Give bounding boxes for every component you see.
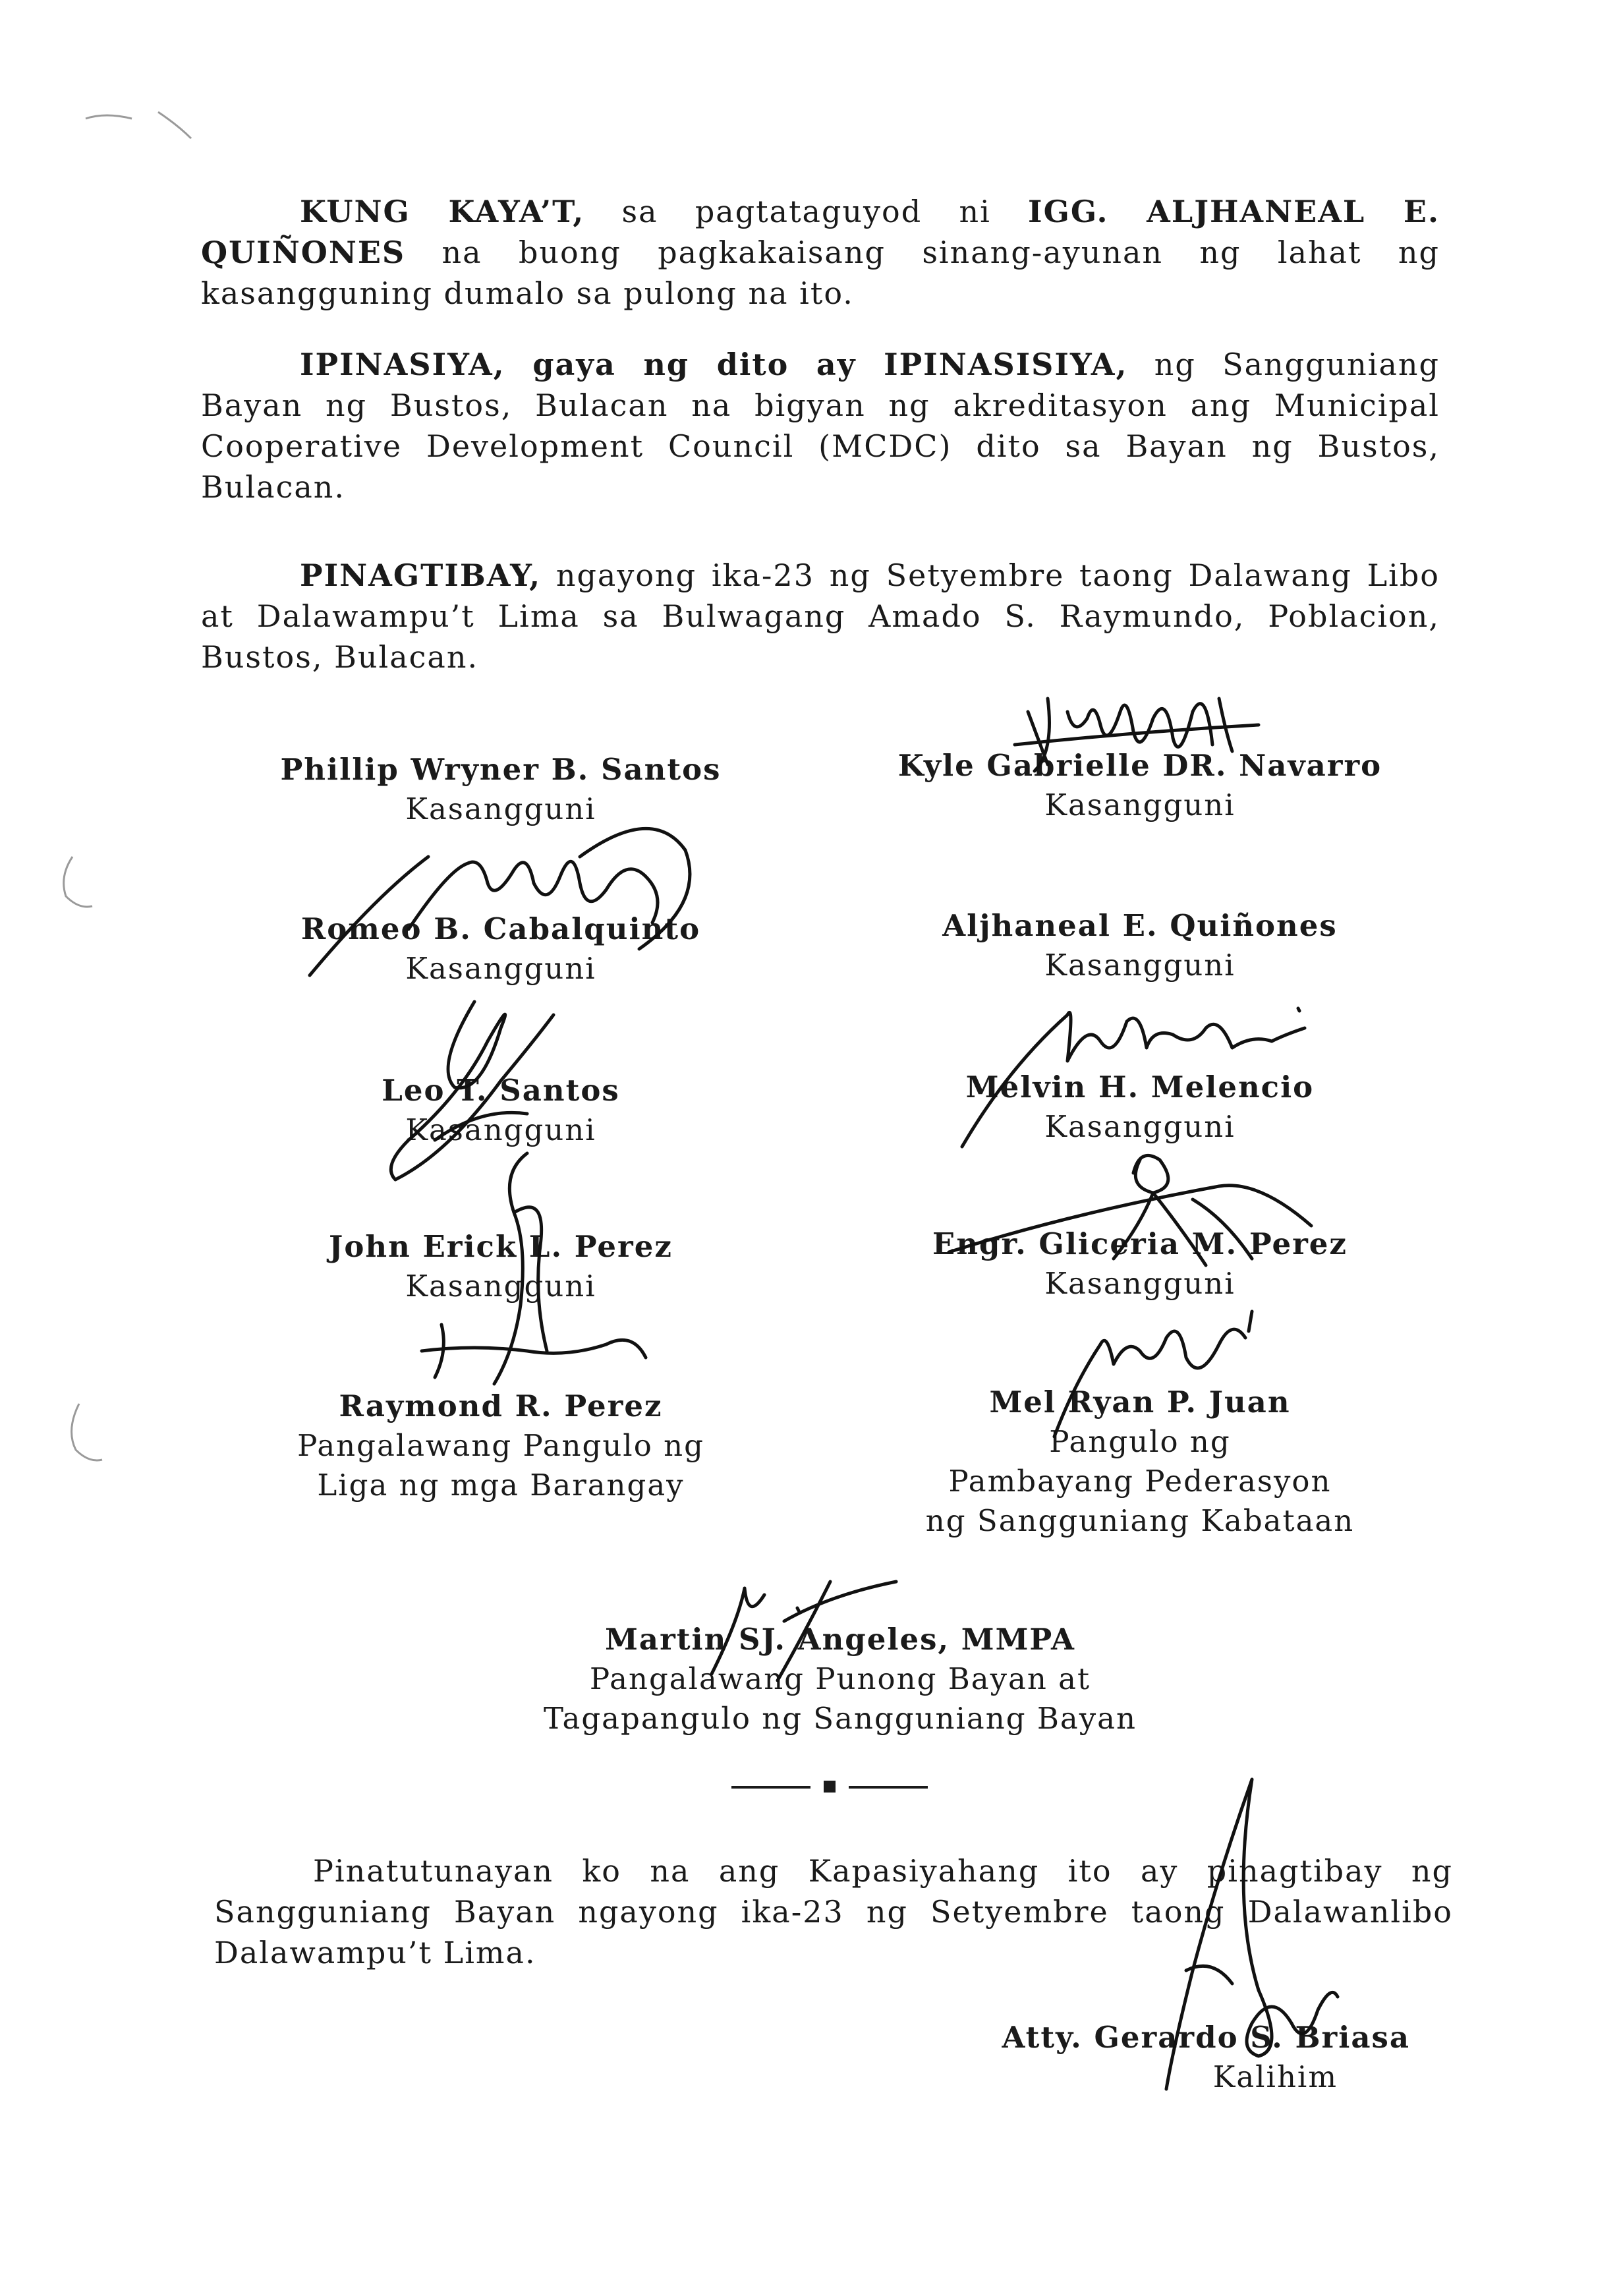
signatory-name: Raymond R. Perez bbox=[339, 1389, 663, 1423]
paragraph-kung-kayat bbox=[201, 191, 1440, 314]
paragraph-pinagtibay bbox=[201, 555, 1440, 677]
p2-text-1: ng Sangguniang Bayan ng Bustos, Bulacan na bigyan ng akreditasyon ang Municipal Cooperative Development Council (MCDC) dito sa Bayan ng Bustos, Bulacan. bbox=[201, 347, 1440, 505]
punch-hole-mark-top bbox=[46, 850, 99, 916]
signatory-title: Kalihim bbox=[1212, 2059, 1338, 2094]
signatory-name: Leo T. Santos bbox=[382, 1073, 620, 1108]
certification-text: Pinatutunayan ko na ang Kapasiyahang ito ay pinagtibay ng Sangguniang Bayan ngayong ika-23 ng Setyembre taong Dalawanlibo Dalawampu’t Lima. bbox=[214, 1853, 1453, 1970]
signature-romeo-cabalquinto bbox=[297, 817, 705, 989]
signatory-name: Martin SJ. Angeles, MMPA bbox=[605, 1622, 1075, 1657]
signatory-name: Engr. Gliceria M. Perez bbox=[932, 1226, 1348, 1261]
p1-text-2: na buong pagkakaisang sinang-ayunan ng lahat ng kasangguning dumalo sa pulong na ito. bbox=[201, 235, 1440, 311]
signature-john-erick-perez bbox=[395, 1134, 672, 1397]
signatory-title-line-1: Pangulo ng bbox=[1049, 1424, 1231, 1459]
divider-line-right bbox=[849, 1786, 928, 1789]
signatory-title-line-2: Liga ng mga Barangay bbox=[317, 1468, 685, 1503]
lead-ipinasiya: IPINASIYA, gaya ng dito ay IPINASISIYA, bbox=[300, 347, 1128, 382]
signatory-name: Melvin H. Melencio bbox=[965, 1070, 1315, 1105]
signatory-title-line-1: Pangalawang Punong Bayan at bbox=[589, 1661, 1091, 1696]
signatory-name: Aljhaneal E. Quiñones bbox=[942, 908, 1338, 943]
signature-gliceria-perez bbox=[942, 1147, 1324, 1278]
p1-text-1: sa pagtataguyod ni bbox=[584, 194, 1029, 229]
signatory-title-line-3: ng Sangguniang Kabataan bbox=[925, 1503, 1355, 1538]
signature-melvin-melencio bbox=[955, 982, 1318, 1153]
signatory-title: Kasangguni bbox=[1044, 1109, 1236, 1144]
signature-kyle-navarro bbox=[1008, 672, 1272, 817]
signatory-aljhaneal-quinones bbox=[843, 906, 1436, 985]
lead-pinagtibay: PINAGTIBAY, bbox=[300, 558, 542, 593]
divider-line-left bbox=[731, 1786, 810, 1789]
signatory-title-line-2: Tagapangulo ng Sangguniang Bayan bbox=[544, 1701, 1137, 1736]
signatory-title: Kasangguni bbox=[405, 951, 596, 986]
divider-square bbox=[824, 1781, 836, 1793]
signatory-title: Kasangguni bbox=[405, 1269, 596, 1304]
signatory-name: Atty. Gerardo S. Briasa bbox=[1002, 2020, 1410, 2055]
signatory-title-line-1: Pangalawang Pangulo ng bbox=[297, 1428, 704, 1463]
punch-hole-mark-bottom bbox=[53, 1397, 105, 1470]
signatory-title: Kasangguni bbox=[405, 791, 596, 826]
signatory-title: Kasangguni bbox=[1044, 1266, 1236, 1301]
signatory-title: Kasangguni bbox=[1044, 948, 1236, 983]
signatory-name: John Erick L. Perez bbox=[329, 1229, 673, 1264]
lead-kung-kayat: KUNG KAYA’T, bbox=[300, 194, 585, 229]
signature-martin-angeles bbox=[698, 1568, 909, 1694]
section-divider bbox=[725, 1781, 936, 1794]
scan-mark bbox=[79, 99, 211, 152]
signature-mel-ryan-juan bbox=[1028, 1305, 1278, 1450]
signatory-title: Kasangguni bbox=[405, 1112, 596, 1147]
signatory-name: Kyle Gabrielle DR. Navarro bbox=[897, 748, 1382, 783]
signatory-title-line-2: Pambayang Pederasyon bbox=[948, 1464, 1332, 1499]
p3-text-1: ngayong ika-23 ng Setyembre taong Dalawang Libo at Dalawampu’t Lima sa Bulwagang Amado S. Raymundo, Poblacion, Bustos, Bulacan. bbox=[201, 558, 1440, 675]
signature-gerardo-briasa bbox=[1087, 1773, 1364, 2102]
signatory-name: Romeo B. Cabalquinto bbox=[300, 911, 701, 946]
sponsor-name: IGG. ALJHANEAL E. QUIÑONES bbox=[201, 194, 1440, 270]
paragraph-ipinasiya bbox=[201, 344, 1440, 507]
signatory-raymond-perez bbox=[250, 1387, 751, 1505]
signatory-name: Phillip Wryner B. Santos bbox=[280, 752, 722, 787]
signatory-title: Kasangguni bbox=[1044, 788, 1236, 822]
signatory-name: Mel Ryan P. Juan bbox=[989, 1385, 1291, 1420]
